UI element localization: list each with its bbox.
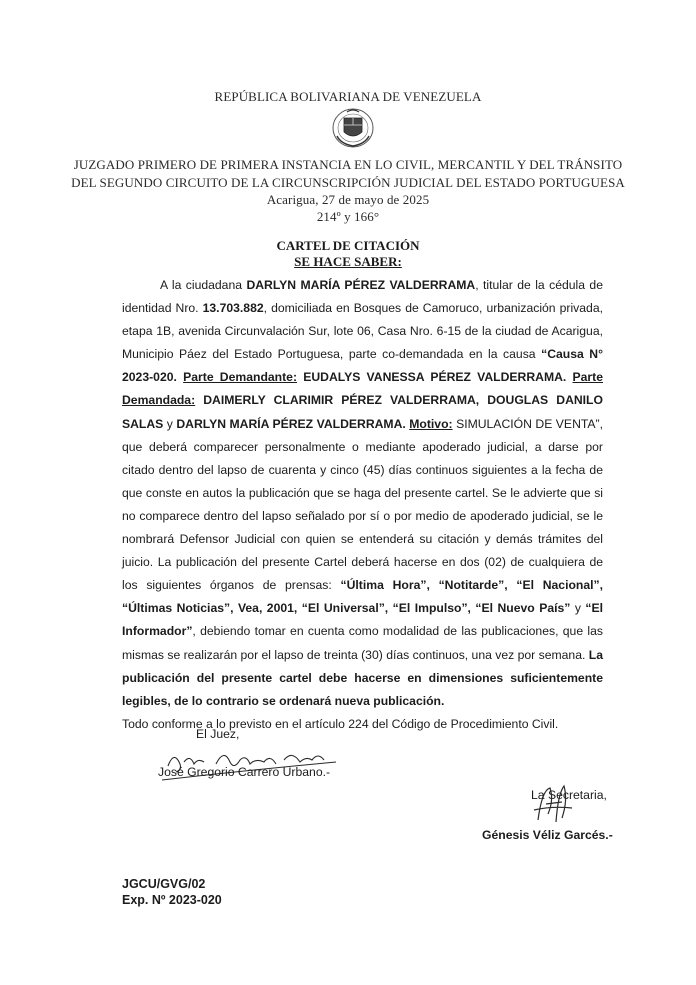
defendant-names: DAIMERLY CLARIMIR PÉREZ VALDERRAMA, DOUGLAS DANILO SALAS (122, 393, 603, 431)
id-number: 13.703.882 (202, 301, 264, 316)
text-segment: y (166, 416, 173, 431)
press-list-last: “El Informador” (122, 601, 603, 639)
citation-body (122, 274, 603, 736)
text-segment: , debiendo tomar en cuenta como modalidad de las publicaciones, que las mismas se realizarán por el lapso de treinta (30) días continuos, una vez por semana. (122, 624, 603, 662)
press-list: “Última Hora”, “Notitarde”, “El Nacional”, “Últimas Noticias”, Vea, 2001, “El Universal”, “El Impulso”, “El Nuevo País” (122, 578, 603, 616)
secretary-label: La Secretaria, (531, 788, 607, 802)
defendant-label: Parte Demandada: (122, 370, 604, 408)
plaintiff-label: Parte Demandante: (183, 370, 298, 385)
document-date: Acarigua, 27 de mayo de 2025 (266, 192, 430, 207)
judge-label: El Juez, (196, 727, 240, 741)
initials-reference: JGCU/GVG/02 (122, 877, 206, 891)
court-name-line-2: DEL SEGUNDO CIRCUITO DE LA CIRCUNSCRIPCIÓN JUDICIAL DEL ESTADO PORTUGUESA (71, 175, 625, 190)
legal-basis-paragraph: Todo conforme a lo previsto en el artículo 224 del Código de Procedimiento Civil. (122, 716, 559, 731)
independence-years: 214º y 166° (316, 209, 380, 224)
text-segment: y (570, 601, 586, 616)
secretary-name: Génesis Véliz Garcés.- (482, 828, 613, 842)
text-segment: , domiciliada en Bosques de Camoruco, urbanización privada, etapa 1B, avenida Circunvalación Sur, lote 06, Casa Nro. 6-15 de la ciudad de Acarigua, Municipio Páez del Estado Portuguesa, parte co-demandada en la causa (122, 301, 603, 362)
coat-of-arms-seal (329, 106, 377, 150)
publication-warning: La publicación del presente cartel debe hacerse en dimensiones suficientemente legibles, de lo contrario se ordenará nueva publicación. (122, 647, 603, 708)
document-title: CARTEL DE CITACIÓN (276, 238, 420, 253)
republic-heading: REPÚBLICA BOLIVARIANA DE VENEZUELA (214, 89, 482, 104)
plaintiff-name: EUDALYS VANESSA PÉREZ VALDERRAMA. (297, 370, 573, 385)
text-segment: , titular de la cédula de identidad Nro. (122, 278, 603, 316)
secretary-handwritten-signature (528, 780, 578, 828)
defendant-name-2: DARLYN MARÍA PÉREZ VALDERRAMA. (172, 416, 410, 431)
motive-text: SIMULACIÓN DE VENTA” (452, 416, 600, 431)
text-segment: A la ciudadana (160, 278, 247, 292)
document-subtitle: SE HACE SABER: (294, 254, 402, 269)
court-name-line-1: JUZGADO PRIMERO DE PRIMERA INSTANCIA EN LO CIVIL, MERCANTIL Y DEL TRÁNSITO (73, 157, 623, 172)
judge-name: José Gregorio Carrero Urbano.- (158, 765, 331, 779)
text-segment: , que deberá comparecer personalmente o mediante apoderado judicial, a darse por citado dentro del lapso de cuarenta y cinco (45) días continuos siguientes a la fecha de que conste en autos la publicación que se haga del presente cartel. Se le advierte que si no comparece dentro del lapso señalado por sí o por medio de apoderado judicial, se le nombrará Defensor Judicial con quien se entenderá su citación y demás trámites del juicio. La publicación del presente Cartel deberá hacerse en dos (02) de cualquiera de los siguientes órganos de prensas: (122, 416, 603, 593)
citation-paragraph (122, 274, 603, 713)
file-number: Exp. Nº 2023-020 (122, 893, 222, 907)
case-number: “Causa N° 2023-020. (122, 347, 603, 385)
motive-label: Motivo: (409, 416, 453, 431)
defendant-name: DARLYN MARÍA PÉREZ VALDERRAMA (246, 278, 476, 292)
